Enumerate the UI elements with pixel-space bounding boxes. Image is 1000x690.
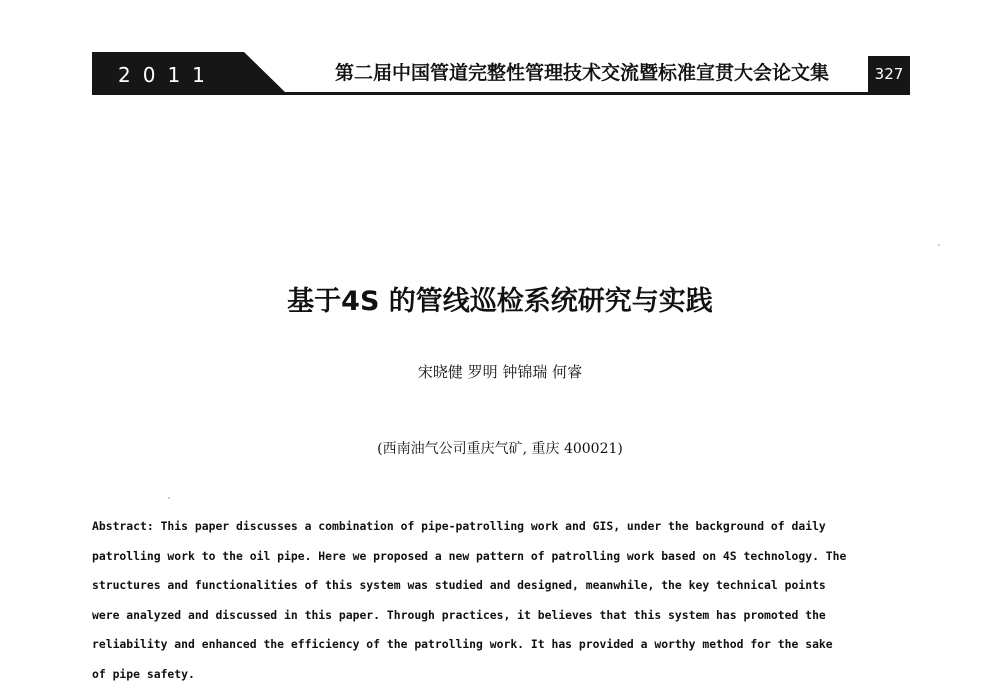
abstract-line: structures and functionalities of this system was studied and designed, meanwhile, the key technical points [92, 578, 826, 593]
page-number: 327 [868, 56, 910, 92]
abstract [92, 512, 922, 690]
scan-speck [938, 244, 940, 246]
abstract-line: reliability and enhanced the efficiency of the patrolling work. It has provided a worthy method for the sake [92, 637, 833, 652]
abstract-line: of pipe safety. [92, 666, 195, 681]
journal-title: 第二届中国管道完整性管理技术交流暨标准宣贯大会论文集 [334, 62, 829, 84]
affiliation: (西南油气公司重庆气矿, 重庆 400021) [377, 441, 623, 457]
abstract-line: patrolling work to the oil pipe. Here we proposed a new pattern of patrolling work based on 4S technology. The [92, 548, 847, 563]
scan-speck [168, 497, 170, 499]
authors: 宋晓健 罗明 钟锦瑞 何睿 [417, 363, 583, 381]
paper-title: 基于4S 的管线巡检系统研究与实践 [287, 286, 713, 317]
abstract-line: Abstract: This paper discusses a combination of pipe-patrolling work and GIS, under the background of daily [92, 519, 826, 533]
abstract-line: were analyzed and discussed in this paper. Through practices, it believes that this system has promoted the [92, 607, 826, 622]
volume-year: 2011 [118, 63, 217, 87]
